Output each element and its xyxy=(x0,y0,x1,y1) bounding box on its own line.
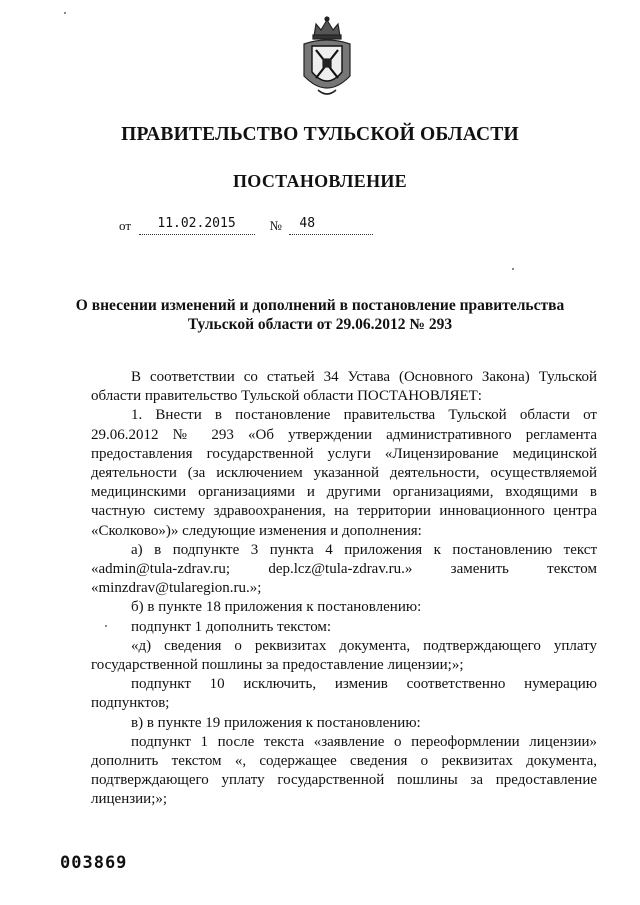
heading-line-2: Тульской области от 29.06.2012 № 293 xyxy=(187,316,453,333)
number-label: № xyxy=(269,218,282,233)
number-field xyxy=(289,216,373,235)
scan-speck xyxy=(105,625,107,627)
date-value: 11.02.2015 xyxy=(157,216,236,231)
date-number-line xyxy=(119,218,373,235)
date-field xyxy=(139,216,255,235)
paragraph: подпункт 1 после текста «заявление о переоформлении лицензии» дополнить текстом «, содержащее сведения о реквизитах документа, подтверждающего уплату государственной пошлины за предоставление лицензии;»; xyxy=(91,733,597,808)
paragraph: б) в пункте 18 приложения к постановлению: xyxy=(131,599,422,616)
number-value: 48 xyxy=(299,216,316,231)
paragraph: подпункт 10 исключить, изменив соответственно нумерацию подпунктов; xyxy=(91,676,597,712)
paragraph: подпункт 1 дополнить текстом: xyxy=(131,618,332,635)
coat-of-arms-icon xyxy=(298,14,356,102)
date-label: от xyxy=(119,218,132,233)
paragraph: в) в пункте 19 приложения к постановлению: xyxy=(131,714,421,731)
document-body xyxy=(91,368,597,810)
document-type: ПОСТАНОВЛЕНИЕ xyxy=(233,171,407,191)
paragraph: а) в подпункте 3 пункта 4 приложения к постановлению текст «admin@tula-zdrav.ru; dep.lcz@tula-zdrav.ru.» заменить текстом «minzdrav@tularegion.ru.»; xyxy=(91,541,597,597)
document-heading xyxy=(60,296,580,334)
heading-line-1: О внесении изменений и дополнений в постановление правительства xyxy=(75,297,565,314)
paragraph: 1. Внести в постановление правительства Тульской области от 29.06.2012 № 293 «Об утверждении административного регламента предоставления государственной услуги «Лицензирование медицинской деятельности (за исключением указанной деятельности, осуществляемой медицинскими организациями и другими организациями, входящими в частную систему здравоохранения, на территории инновационного центра «Сколково»)» следующие изменения и дополнения: xyxy=(91,407,597,539)
paragraph: В соответствии со статьей 34 Устава (Основного Закона) Тульской области правительство Тульской области ПОСТАНОВЛЯЕТ: xyxy=(91,369,597,405)
paragraph: «д) сведения о реквизитах документа, подтверждающего уплату государственной пошлины за предоставление лицензии;»; xyxy=(91,637,597,674)
government-title: ПРАВИТЕЛЬСТВО ТУЛЬСКОЙ ОБЛАСТИ xyxy=(121,124,519,145)
serial-number: 003869 xyxy=(60,853,128,873)
scan-speck xyxy=(512,268,514,270)
scan-speck xyxy=(64,12,66,14)
